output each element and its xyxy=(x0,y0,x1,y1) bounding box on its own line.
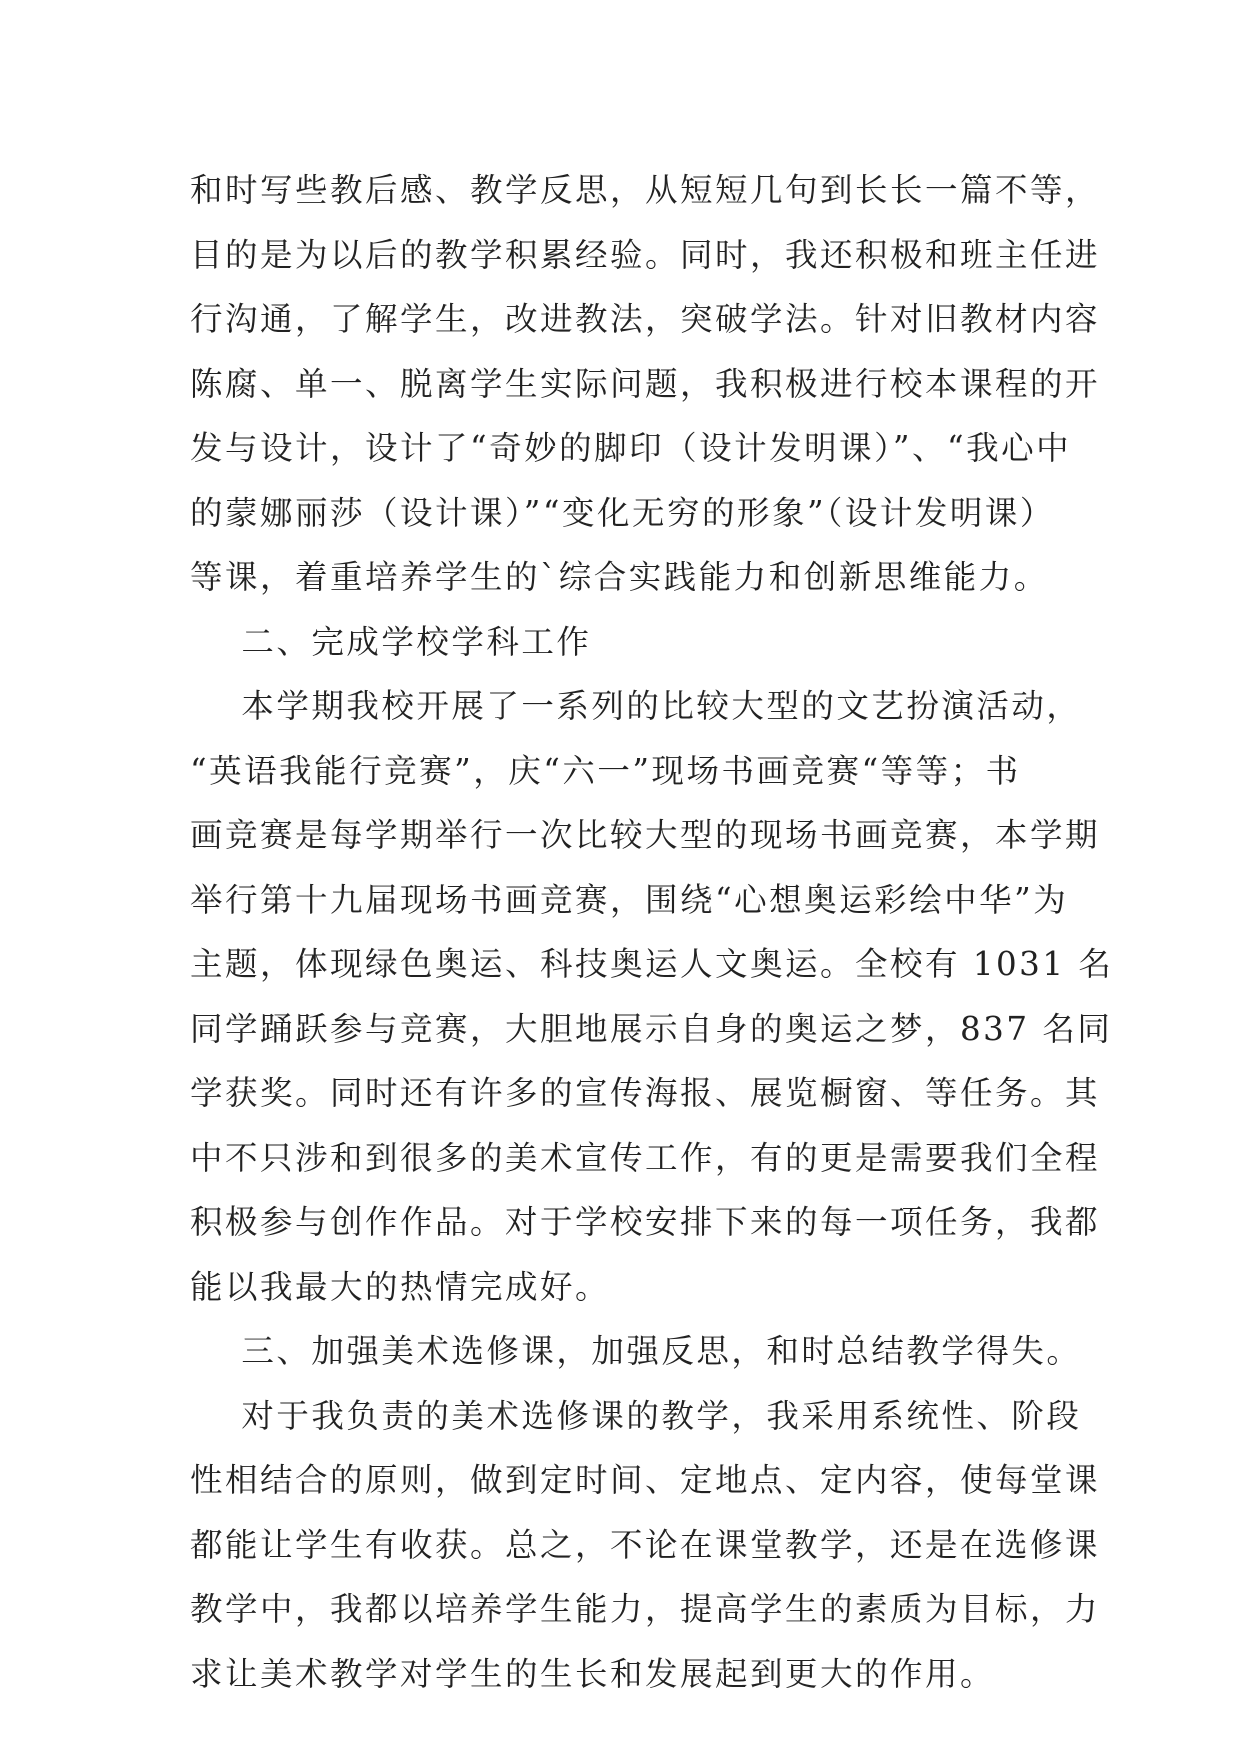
text-line: 对于我负责的美术选修课的教学，我采用系统性、阶段 xyxy=(190,1396,1082,1435)
text-line: 本学期我校开展了一系列的比较大型的文艺扮演活动， xyxy=(190,687,1082,725)
text-line: 同学踊跃参与竞赛，大胆地展示自身的奥运之梦，837 名同 xyxy=(190,1009,1113,1048)
text-line: 学获奖。同时还有许多的宣传海报、展览橱窗、等任务。其 xyxy=(190,1074,1101,1112)
text-line: 画竞赛是每学期举行一次比较大型的现场书画竞赛，本学期 xyxy=(190,816,1101,854)
text-line: 陈腐、单一、脱离学生实际问题，我积极进行校本课程的开 xyxy=(190,364,1101,403)
text-line: 积极参与创作作品。对于学校安排下来的每一项任务，我都 xyxy=(190,1203,1101,1241)
text-line: 都能让学生有收获。总之，不论在课堂教学，还是在选修课 xyxy=(190,1525,1101,1564)
text-line: 性相结合的原则，做到定时间、定地点、定内容，使每堂课 xyxy=(190,1461,1101,1499)
section-heading: 三、加强美术选修课，加强反思，和时总结教学得失。 xyxy=(190,1332,1082,1370)
text-line: 行沟通，了解学生，改进教法，突破学法。针对旧教材内容 xyxy=(190,300,1101,338)
text-line: 举行第十九届现场书画竞赛，围绕“心想奥运彩绘中华”为 xyxy=(190,880,1069,919)
section-heading: 二、完成学校学科工作 xyxy=(190,622,592,661)
text-line: 发与设计，设计了“奇妙的脚印（设计发明课）”、“我心中 xyxy=(190,429,1072,467)
text-line: “英语我能行竞赛”，庆“六一”现场书画竞赛“等等；书 xyxy=(190,751,1021,790)
text-line: 能以我最大的热情完成好。 xyxy=(190,1267,611,1306)
text-line: 目的是为以后的教学积累经验。同时，我还积极和班主任进 xyxy=(190,235,1101,274)
text-line: 中不只涉和到很多的美术宣传工作，有的更是需要我们全程 xyxy=(190,1138,1101,1177)
text-line: 求让美术教学对学生的生长和发展起到更大的作用。 xyxy=(190,1654,996,1693)
text-line: 的蒙娜丽莎（设计课）”“变化无穷的形象”（设计发明课） xyxy=(190,493,1055,532)
text-line: 和时写些教后感、教学反思，从短短几句到长长一篇不等， xyxy=(190,171,1101,209)
text-line: 主题，体现绿色奥运、科技奥运人文奥运。全校有 1031 名 xyxy=(190,945,1114,983)
document-body xyxy=(190,158,1114,1706)
text-line: 等课，着重培养学生的`综合实践能力和创新思维能力。 xyxy=(190,558,1049,596)
text-line: 教学中，我都以培养学生能力，提高学生的素质为目标，力 xyxy=(190,1590,1101,1628)
